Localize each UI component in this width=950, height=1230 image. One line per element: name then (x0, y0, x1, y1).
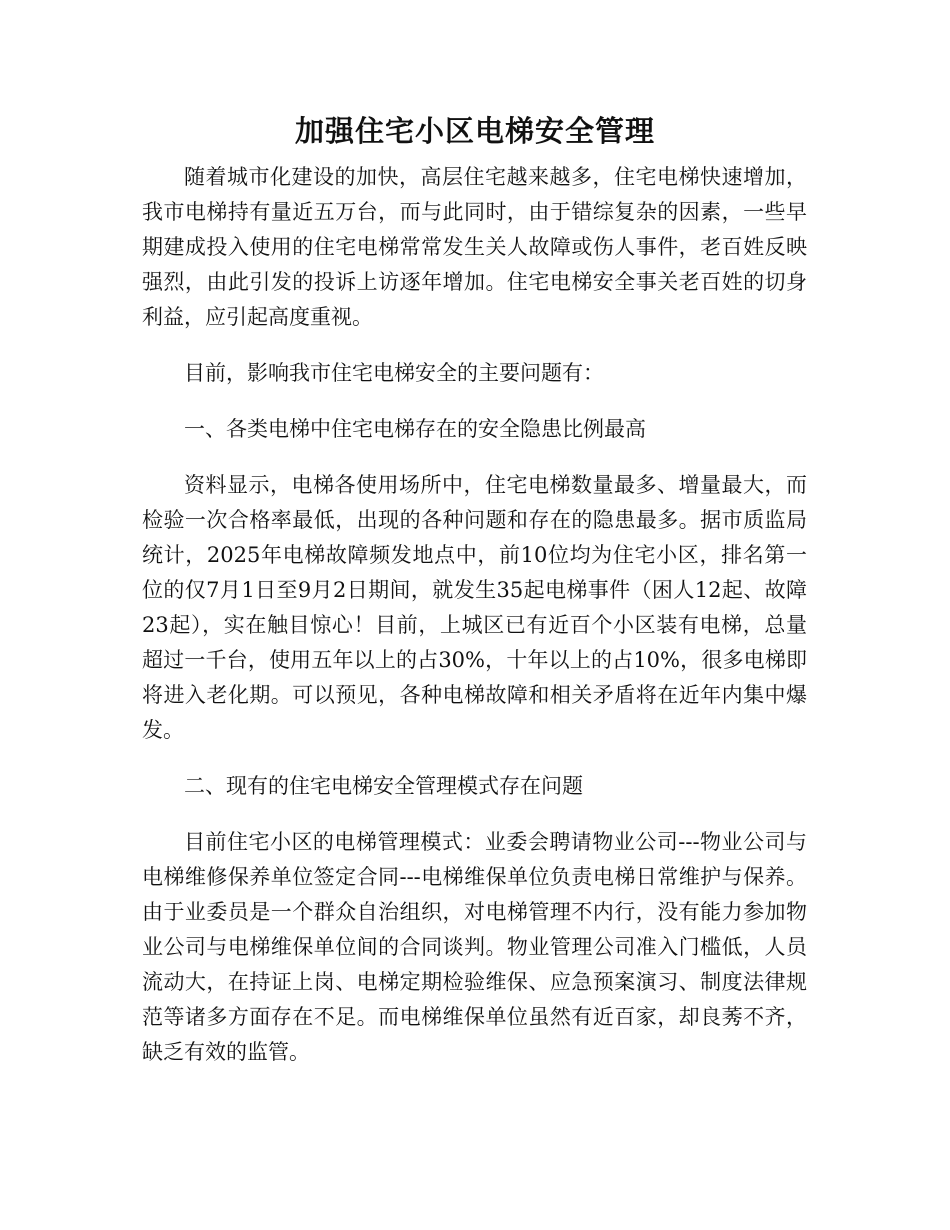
document-title: 加强住宅小区电梯安全管理 (294, 114, 655, 148)
paragraph-section-1: 资料显示，电梯各使用场所中，住宅电梯数量最多、增量最大，而检验一次合格率最低，出现的各种问题和存在的隐患最多。据市质监局统计，2025年电梯故障频发地点中，前10位均为住宅小区，排名第一位的仅7月1日至9月2日期间，就发生35起电梯事件（困人12起、故障23起），实在触目惊心！目前，上城区已有近百个小区装有电梯，总量超过一千台，使用五年以上的占30%，十年以上的占10%，很多电梯即将进入老化期。可以预见，各种电梯故障和相关矛盾将在近年内集中爆发。 (142, 473, 807, 742)
paragraph-section-2: 目前住宅小区的电梯管理模式：业委会聘请物业公司---物业公司与电梯维修保养单位签定合同---电梯维保单位负责电梯日常维护与保养。由于业委员是一个群众自治组织，对电梯管理不内行，没有能力参加物业公司与电梯维保单位间的合同谈判。物业管理公司准入门槛低，人员流动大，在持证上岗、电梯定期检验维保、应急预案演习、制度法律规范等诸多方面存在不足。而电梯维保单位虽然有近百家，却良莠不齐，缺乏有效的监管。 (142, 830, 807, 1064)
section-heading-1: 一、各类电梯中住宅电梯存在的安全隐患比例最高 (184, 417, 646, 441)
paragraph-intro: 随着城市化建设的加快，高层住宅越来越多，住宅电梯快速增加，我市电梯持有量近五万台，而与此同时，由于错综复杂的因素，一些早期建成投入使用的住宅电梯常常发生关人故障或伤人事件，老百姓反映强烈，由此引发的投诉上访逐年增加。住宅电梯安全事关老百姓的切身利益，应引起高度重视。 (142, 165, 807, 329)
paragraph-main-problems: 目前，影响我市住宅电梯安全的主要问题有： (184, 361, 604, 385)
section-heading-2: 二、现有的住宅电梯安全管理模式存在问题 (184, 774, 583, 798)
document-body (142, 160, 807, 1070)
